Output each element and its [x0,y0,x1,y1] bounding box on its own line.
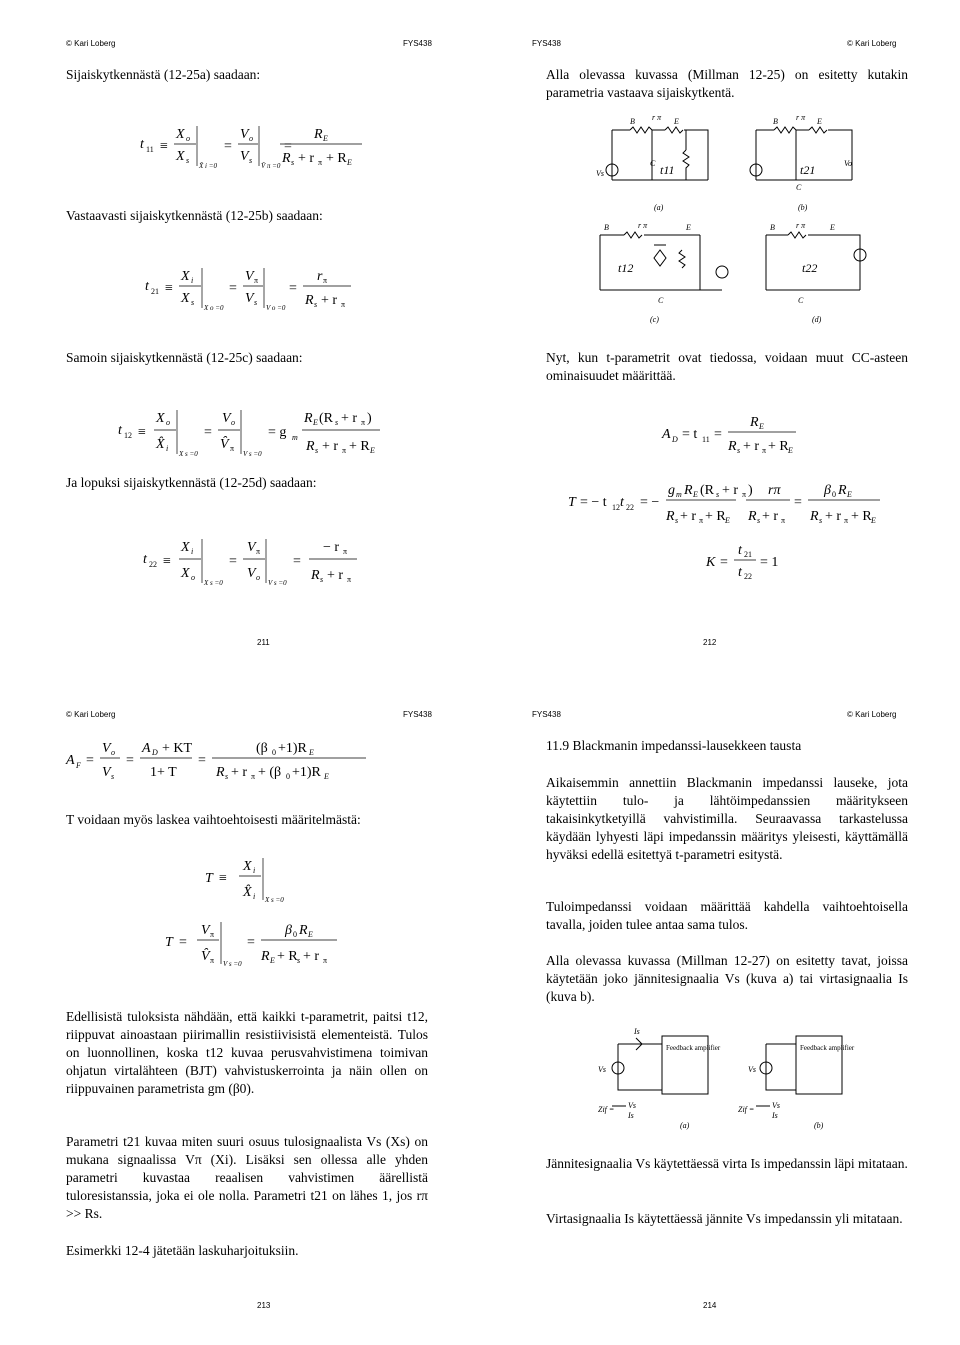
svg-text:rπ: rπ [768,483,781,498]
svg-text:=: = [720,555,728,570]
svg-text:s: s [737,446,741,455]
svg-text:=: = [293,554,301,569]
svg-text:m: m [292,433,298,442]
svg-text:=: = [714,427,722,442]
svg-text:V: V [102,741,111,756]
svg-text:=: = [284,139,292,154]
svg-text:π: π [699,516,704,525]
slide211-intro-b: Vastaavasti sijaiskytkennästä (12-25b) saadaan: [66,208,323,223]
circuit-figure-millman-12-25 [590,110,880,331]
page-number: 213 [257,1301,271,1310]
svg-text:E: E [788,446,793,455]
svg-text:0: 0 [832,490,836,499]
svg-text:r π: r π [638,221,648,230]
svg-text:m: m [676,490,682,499]
svg-text:π: π [256,547,261,556]
svg-text:V̂: V̂ [220,437,229,452]
slide214-para4: Jännitesignaalia Vs käytettäessä virta Is impedanssin läpi mitataan. [546,1156,908,1171]
svg-text:π: π [742,490,747,499]
svg-text:t: t [143,552,147,567]
svg-text:t: t [620,495,624,510]
svg-text:i: i [253,892,256,901]
svg-text:r π: r π [796,113,806,122]
feedback-amplifier-label: Feedback amplifier [666,1044,721,1052]
svg-text:R: R [216,765,225,780]
fig-label-a: (a) [680,1121,690,1130]
svg-text:s: s [111,772,115,781]
fig-label-a: (a) [654,203,664,212]
svg-text:π: π [318,158,323,167]
svg-text:22: 22 [744,572,752,581]
slide214-para5: Virtasignaalia Is käytettäessä jännite Vs impedanssin yli mitataan. [546,1211,903,1226]
svg-text:E: E [847,490,852,499]
svg-text:+ r: + r [321,293,338,308]
svg-text:Is: Is [628,1111,634,1120]
svg-text:E: E [347,158,352,167]
svg-text:π: π [251,772,256,781]
svg-text:V s =0: V s =0 [223,960,242,968]
svg-text:+ R: + R [705,509,726,524]
svg-text:s: s [757,516,761,525]
svg-text:X̂: X̂ [156,437,165,452]
svg-text:V: V [240,127,249,142]
svg-text:D: D [672,435,678,444]
svg-text:π: π [342,446,347,455]
svg-text:+ r: + r [743,439,760,454]
svg-text:= 1: = 1 [760,555,779,570]
blackman-figure-millman-12-27 [596,1020,856,1137]
svg-text:B: B [604,223,609,232]
svg-text:π: π [341,300,346,309]
svg-text:− r: − r [323,540,340,555]
svg-text:1+ T: 1+ T [150,765,177,780]
slide213-para1: T voidaan myös laskea vaihtoehtoisesti määritelmästä: [66,812,361,827]
svg-text:D: D [152,748,158,757]
svg-text:C: C [796,183,802,192]
equation-t12 [118,404,388,465]
svg-text:V: V [201,923,210,938]
fig-label-t22: t22 [802,261,818,275]
svg-text:E: E [674,117,679,126]
equation-T-def [205,854,315,911]
fig-label-d: (d) [812,315,822,324]
svg-text:11: 11 [702,435,710,444]
svg-text:+ r: + r [762,509,779,524]
svg-text:=: = [289,281,297,296]
svg-text:V s =0: V s =0 [243,450,262,458]
svg-text:i: i [253,866,256,875]
svg-text:β: β [285,923,292,938]
svg-text:Vs: Vs [748,1065,756,1074]
header-author: © Kari Loberg [847,39,897,48]
svg-text:i: i [191,547,194,556]
svg-text:B: B [770,223,775,232]
svg-text:s: s [254,298,258,307]
slide211-intro-c: Samoin sijaiskytkennästä (12-25c) saadaan: [66,350,303,365]
svg-text:R: R [304,411,313,426]
svg-text:0: 0 [293,930,297,939]
svg-text:T: T [568,495,576,510]
svg-text:X s =0: X s =0 [265,896,284,904]
svg-text:R: R [838,483,847,498]
svg-text:C: C [650,159,656,168]
svg-text:Vs: Vs [628,1101,636,1110]
svg-text:E: E [830,223,835,232]
svg-text:E: E [370,446,375,455]
svg-text:V̂: V̂ [201,949,210,964]
svg-text:): ) [367,411,372,426]
svg-text:E: E [725,516,730,525]
svg-text:r: r [317,269,323,284]
svg-text:R: R [666,509,675,524]
slide213-para2: Edellisistä tuloksista nähdään, että kaikki t-parametrit, paitsi t12, riippuvat ainoastaan piirimallin resistiivisistä elementeistä. Tulos on luonnollinen, koska t12 kuvaa perusvahvistimena toimivan ohjatun virtalähteen (BJT) vahvistuskerrointa ja näin ollen on riippuvainen parametrista gm (β0). [66,1009,428,1096]
svg-text:+ R: + R [851,509,872,524]
svg-text:π: π [210,956,215,965]
svg-text:s: s [315,446,319,455]
slide214-para1: Aikaisemmin annettiin Blackmanin impedanssi lauseke, jota käytettiin tulo- ja lähtöimpedanssien määritykseen takaisinkytketyillä vahvistimilla. Seuraavassa tarkastelussa käydään lyhyesti läpi impedanssin määritys yleisesti, käyttämällä hyväksi edellä esitettyä t-parametri esitystä. [546,775,908,862]
svg-text:F: F [76,761,81,770]
svg-text:E: E [313,418,318,427]
svg-text:+ R: + R [277,949,298,964]
slide213-para3: Parametri t21 kuvaa miten suuri osuus tulosignaalista Vs (Xs) on mukana signaalissa Vπ (Xi). Lisäksi sen ollessa alle yhden parametri kuvastaa reaalisen vahvistimen äärellistä tuloresistanssia, joka ei ole nolla. Parametri t21 on lähes 1, jos rπ >> Rs. [66,1134,428,1221]
svg-text:T: T [165,935,173,950]
svg-text:21: 21 [151,287,159,296]
svg-text:+ R: + R [326,151,347,166]
svg-text:r π: r π [796,221,806,230]
svg-text:π: π [762,446,767,455]
svg-text:=: = [198,753,206,768]
svg-text:R: R [750,415,759,430]
svg-text:i: i [191,276,194,285]
svg-text:R: R [261,949,270,964]
svg-text:=: = [247,935,255,950]
fig-label-b: (b) [798,203,808,212]
svg-text:22: 22 [626,503,634,512]
svg-text:E: E [309,748,314,757]
equation-T [568,478,888,533]
slide214-heading: 11.9 Blackmanin impedanssi-lausekkeen tausta [546,738,802,753]
svg-text:X: X [243,859,252,874]
svg-text:s: s [320,575,324,584]
svg-text:E: E [270,956,275,965]
svg-text:s: s [819,516,823,525]
svg-text:Vs: Vs [598,1065,606,1074]
header-course: FYS438 [532,710,561,719]
svg-text:): ) [748,483,753,498]
svg-text:π: π [254,276,259,285]
equation-t11 [140,120,380,177]
svg-text:X: X [181,269,190,284]
header-author: © Kari Loberg [847,710,897,719]
svg-text:X: X [181,291,190,306]
equation-AF [66,736,386,791]
svg-text:≡: ≡ [219,871,227,886]
svg-text:X̂: X̂ [243,885,252,900]
svg-text:V: V [247,566,256,581]
svg-text:E: E [817,117,822,126]
svg-text:=: = [126,753,134,768]
fig-label-t21: t21 [800,163,816,177]
fig-label-c: (c) [650,315,659,324]
svg-text:Vo: Vo [844,159,852,168]
svg-text:o: o [166,418,170,427]
svg-text:R: R [684,483,693,498]
svg-text:t: t [145,279,149,294]
svg-text:=: = [229,554,237,569]
svg-text:s: s [716,490,720,499]
svg-text:0: 0 [272,748,276,757]
svg-text:+ r: + r [825,509,842,524]
svg-text:X o =0: X o =0 [204,304,224,312]
svg-text:E: E [871,516,876,525]
svg-text:0: 0 [286,772,290,781]
svg-text:+ r: + r [680,509,697,524]
svg-text:(β: (β [256,741,268,756]
svg-text:≡: ≡ [138,425,146,440]
equation-T-alt [165,918,365,975]
svg-text:= t: = t [682,427,698,442]
svg-text:+1)R: +1)R [292,765,321,780]
svg-text:=: = [224,139,232,154]
svg-text:s: s [297,956,301,965]
svg-text:π: π [347,575,352,584]
feedback-amplifier-label: Feedback amplifier [800,1044,855,1052]
svg-text:E: E [323,134,328,143]
svg-text:o: o [191,573,195,582]
svg-text:β: β [824,483,831,498]
svg-text:X: X [176,149,185,164]
svg-text:π: π [781,516,786,525]
equation-t21 [145,262,365,319]
svg-text:R: R [748,509,757,524]
svg-text:s: s [675,516,679,525]
svg-text:E: E [686,223,691,232]
svg-text:π: π [230,444,235,453]
svg-text:+ KT: + KT [162,741,193,756]
fig-label-b: (b) [814,1121,824,1130]
header-author: © Kari Loberg [66,39,116,48]
svg-text:A: A [662,427,671,442]
svg-text:R: R [305,293,314,308]
svg-text:R: R [728,439,737,454]
equation-t22 [143,533,383,594]
svg-text:+ R: + R [349,439,370,454]
header-course: FYS438 [403,710,432,719]
svg-text:+ r: + r [327,568,344,583]
svg-text:= −: = − [640,495,660,510]
svg-text:V: V [245,269,254,284]
svg-text:V: V [245,291,254,306]
slide212-para2: Nyt, kun t-parametrit ovat tiedossa, voidaan muut CC-asteen ominaisuudet määrittää. [546,350,908,383]
svg-text:+1)R: +1)R [278,741,307,756]
slide211-intro-a: Sijaiskytkennästä (12-25a) saadaan: [66,67,261,82]
svg-text:r π: r π [652,113,662,122]
svg-text:X: X [176,127,185,142]
svg-text:+ r: + r [322,439,339,454]
svg-text:X s =0: X s =0 [204,579,223,587]
svg-text:π: π [844,516,849,525]
svg-text:+ r: + r [298,151,315,166]
svg-text:Is: Is [634,1027,640,1036]
page-number: 211 [257,638,270,647]
svg-text:C: C [798,296,804,305]
svg-text:Zif =: Zif = [598,1105,615,1114]
svg-text:R: R [306,439,315,454]
svg-text:s: s [314,300,318,309]
svg-text:s: s [249,156,253,165]
svg-text:+ R: + R [768,439,789,454]
svg-text:E: E [308,930,313,939]
page-number: 212 [703,638,717,647]
svg-text:B: B [630,117,635,126]
svg-text:X̂ i =0: X̂ i =0 [199,162,217,170]
svg-text:A: A [66,753,75,768]
svg-text:≡: ≡ [163,554,171,569]
svg-text:21: 21 [744,550,752,559]
svg-text:V o =0: V o =0 [266,304,286,312]
svg-text:V: V [222,411,231,426]
svg-text:X s =0: X s =0 [179,450,198,458]
svg-text:≡: ≡ [165,281,173,296]
svg-text:=: = [179,935,187,950]
svg-text:+ r: + r [722,483,739,498]
svg-text:= g: = g [268,425,287,440]
svg-text:E: E [759,422,764,431]
page-number: 214 [703,1301,717,1310]
svg-text:o: o [231,418,235,427]
svg-text:Vs: Vs [596,169,604,178]
svg-text:g: g [668,483,675,498]
svg-text:+ r: + r [231,765,248,780]
svg-text:R: R [282,151,291,166]
svg-text:s: s [335,418,339,427]
svg-text:π: π [323,276,328,285]
svg-text:=: = [86,753,94,768]
svg-text:E: E [693,490,698,499]
svg-text:V̂ π =0: V̂ π =0 [261,162,281,170]
svg-text:V: V [102,765,111,780]
svg-text:E: E [324,772,329,781]
svg-text:V s =0: V s =0 [268,579,287,587]
svg-text:s: s [225,772,229,781]
header-course: FYS438 [403,39,432,48]
svg-text:o: o [111,748,115,757]
svg-text:C: C [658,296,664,305]
fig-label-t11: t11 [660,163,675,177]
svg-text:=: = [794,495,802,510]
slide211-intro-d: Ja lopuksi sijaiskytkennästä (12-25d) saadaan: [66,475,317,490]
svg-text:π: π [323,956,328,965]
svg-text:=: = [204,425,212,440]
svg-text:11: 11 [146,145,154,154]
svg-text:R: R [299,923,308,938]
svg-text:o: o [186,134,190,143]
equation-AD [662,410,802,465]
slide214-para3: Alla olevassa kuvassa (Millman 12-27) on esitetty tavat, joissa käytetään joko jännitesignaalia Vs (kuva a) tai virtasignaalia Is (kuva b). [546,953,908,1004]
fig-label-t12: t12 [618,261,634,275]
svg-text:+ r: + r [341,411,358,426]
svg-text:R: R [810,509,819,524]
svg-text:Zif =: Zif = [738,1105,755,1114]
svg-text:T: T [205,871,213,886]
slide214-para2: Tuloimpedanssi voidaan määrittää kahdella vaihtoehtoisella tavalla, joiden tulee antaa sama tulos. [546,899,908,932]
svg-text:= − t: = − t [580,495,607,510]
equation-K [706,540,786,591]
svg-text:R: R [311,568,320,583]
svg-text:π: π [210,930,215,939]
svg-text:o: o [256,573,260,582]
svg-text:V: V [240,149,249,164]
svg-text:t: t [140,137,144,152]
svg-text:o: o [249,134,253,143]
svg-text:+ (β: + (β [258,765,282,780]
svg-text:K: K [706,555,716,570]
svg-text:X: X [181,540,190,555]
svg-text:s: s [186,156,190,165]
svg-text:X: X [181,566,190,581]
svg-text:t: t [738,565,742,580]
svg-text:22: 22 [149,560,157,569]
header-course: FYS438 [532,39,561,48]
slide212-para1: Alla olevassa kuvassa (Millman 12-25) on esitetty kutakin parametria vastaava sijaiskytkentä. [546,67,908,100]
svg-text:A: A [142,741,151,756]
svg-text:=: = [229,281,237,296]
svg-text:B: B [773,117,778,126]
svg-text:(R: (R [700,483,714,498]
svg-text:12: 12 [124,431,132,440]
svg-text:Is: Is [772,1111,778,1120]
slide213-para4: Esimerkki 12-4 jätetään laskuharjoituksiin. [66,1243,299,1258]
svg-text:≡: ≡ [160,139,168,154]
svg-text:X: X [156,411,165,426]
svg-text:π: π [343,547,348,556]
svg-text:s: s [291,158,295,167]
header-author: © Kari Loberg [66,710,116,719]
svg-text:12: 12 [612,503,620,512]
svg-text:+ r: + r [303,949,320,964]
svg-text:V: V [247,540,256,555]
svg-text:i: i [166,444,169,453]
svg-text:Vs: Vs [772,1101,780,1110]
svg-text:(R: (R [319,411,333,426]
svg-text:π: π [361,418,366,427]
svg-text:s: s [191,298,195,307]
svg-text:t: t [738,543,742,558]
svg-text:t: t [118,423,122,438]
svg-text:R: R [314,127,323,142]
